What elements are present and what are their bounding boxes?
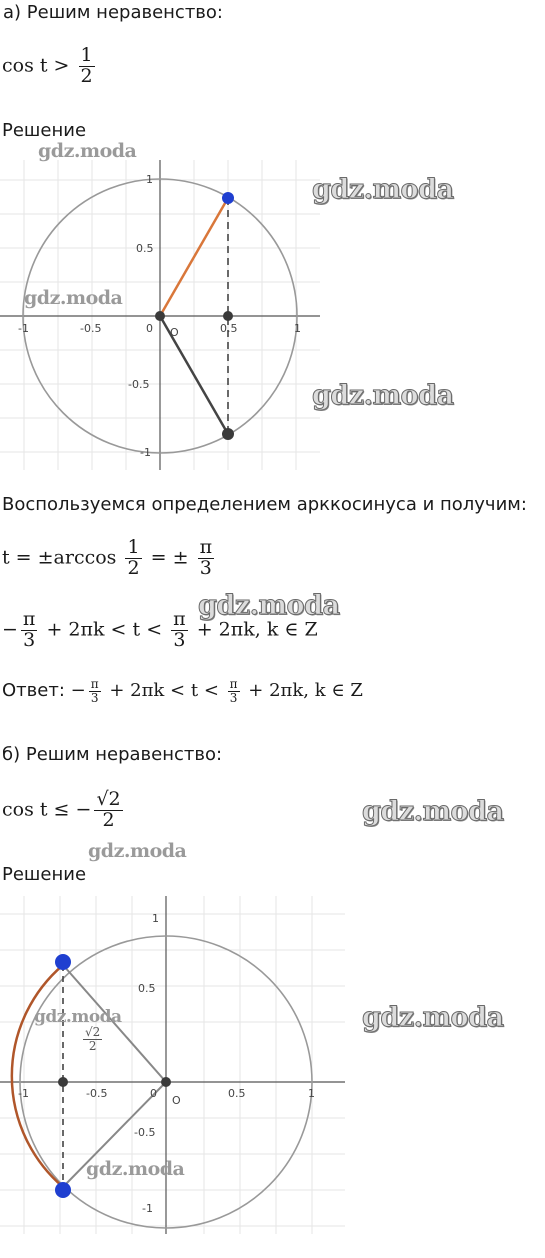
fraction-numerator: π [173, 608, 186, 630]
watermark-logo: gdz.moda [362, 1002, 504, 1033]
fraction-denominator: 3 [199, 556, 212, 579]
fraction-denominator: 3 [229, 690, 238, 705]
tick-x-neg-half: -0.5 [80, 322, 102, 335]
tick-x-0: 0 [146, 322, 153, 335]
graph-fraction [83, 1026, 102, 1052]
equation-text: + 2πk < t < [46, 618, 163, 641]
tick-y-neg-half: -0.5 [128, 378, 150, 391]
unit-circle-graph-a [0, 160, 320, 470]
watermark-logo: gdz.moda [312, 380, 454, 411]
fraction-denominator: 3 [90, 690, 99, 705]
tick-y-half: 0.5 [136, 242, 154, 255]
fraction-denominator: 2 [102, 808, 115, 831]
fraction-denominator: 2 [80, 64, 93, 87]
fraction-denominator: 2 [88, 1038, 97, 1053]
watermark-logo: gdz.moda [312, 174, 454, 205]
inequality-left: cos t ≤ − [2, 798, 92, 821]
point-origin [155, 311, 165, 321]
watermark-logo: gdz.moda [88, 840, 187, 862]
fraction-numerator: π [229, 677, 238, 691]
part-a-heading: а) Решим неравенство: [3, 2, 223, 23]
tick-y-neg-half: -0.5 [134, 1126, 156, 1139]
tick-x-half: 0.5 [220, 322, 238, 335]
fraction-numerator: √2 [85, 1025, 101, 1039]
tick-y-half: 0.5 [138, 982, 156, 995]
tick-x-neg1: -1 [18, 322, 29, 335]
equation-fraction [89, 678, 101, 704]
equation-text: + 2πk, k ∈ Z [248, 680, 363, 702]
inequality-fraction [94, 790, 122, 831]
part-a-inequality [2, 46, 98, 87]
tick-y-neg1: -1 [142, 1202, 153, 1215]
part-a-equation-1 [2, 538, 217, 579]
part-a-explanation: Воспользуемся определением арккосинуса и получим: [2, 494, 527, 515]
equation-text: − [2, 618, 18, 641]
equation-fraction [125, 538, 141, 579]
fraction-denominator: 3 [173, 628, 186, 651]
tick-y-1: 1 [152, 912, 159, 925]
point-lower [55, 1182, 71, 1198]
equation-text: = ± [150, 546, 189, 569]
point-upper [222, 192, 234, 204]
tick-x-half: 0.5 [228, 1087, 246, 1100]
inequality-fraction [79, 46, 95, 87]
equation-text: + 2πk < t < [109, 680, 219, 702]
point-half [223, 311, 233, 321]
equation-text: + 2πk, k ∈ Z [196, 618, 318, 641]
answer-label: Ответ: [2, 680, 65, 702]
part-a-answer [2, 678, 363, 704]
fraction-numerator: 1 [80, 44, 93, 66]
tick-x-neg1: -1 [18, 1087, 29, 1100]
grid [0, 896, 345, 1234]
origin-label: O [172, 1094, 181, 1107]
unit-circle-graph-b [0, 896, 345, 1234]
fraction-denominator: 3 [23, 628, 36, 651]
part-b-inequality [2, 790, 126, 831]
watermark-logo: gdz.moda [34, 1007, 122, 1027]
tick-x-neg-half: -0.5 [86, 1087, 108, 1100]
inequality-left: cos t > [2, 54, 70, 77]
equation-fraction [21, 610, 38, 651]
point-origin [161, 1077, 171, 1087]
origin-label: O [170, 326, 179, 339]
point-lower [222, 428, 234, 440]
watermark-logo: gdz.moda [86, 1158, 185, 1180]
point-upper [55, 954, 71, 970]
fraction-numerator: 1 [127, 536, 140, 558]
tick-y-1: 1 [146, 173, 153, 186]
tick-x-0: 0 [150, 1087, 157, 1100]
fraction-numerator: π [90, 677, 99, 691]
part-b-solution-label: Решение [2, 864, 87, 885]
part-a-solution-label: Решение [2, 120, 87, 141]
equation-text: t = ±arccos [2, 546, 117, 569]
tick-y-neg1: -1 [140, 446, 151, 459]
watermark-logo: gdz.moda [24, 287, 123, 309]
fraction-numerator: √2 [96, 788, 121, 810]
tick-x-1: 1 [294, 322, 301, 335]
fraction-numerator: π [199, 536, 213, 558]
point-neg-root2-half [58, 1077, 68, 1087]
fraction-denominator: 2 [127, 556, 140, 579]
equation-fraction [171, 610, 188, 651]
watermark-logo: gdz.moda [362, 796, 504, 827]
part-a-equation-2 [2, 610, 318, 651]
tick-x-1: 1 [308, 1087, 315, 1100]
equation-fraction [198, 538, 215, 579]
graph-b-fraction-label [80, 1026, 105, 1052]
part-b-heading: б) Решим неравенство: [2, 744, 223, 765]
watermark-logo: gdz.moda [198, 590, 340, 621]
equation-fraction [228, 678, 240, 704]
watermark-logo: gdz.moda [38, 140, 137, 162]
equation-text: − [70, 680, 86, 702]
fraction-numerator: π [22, 608, 36, 630]
